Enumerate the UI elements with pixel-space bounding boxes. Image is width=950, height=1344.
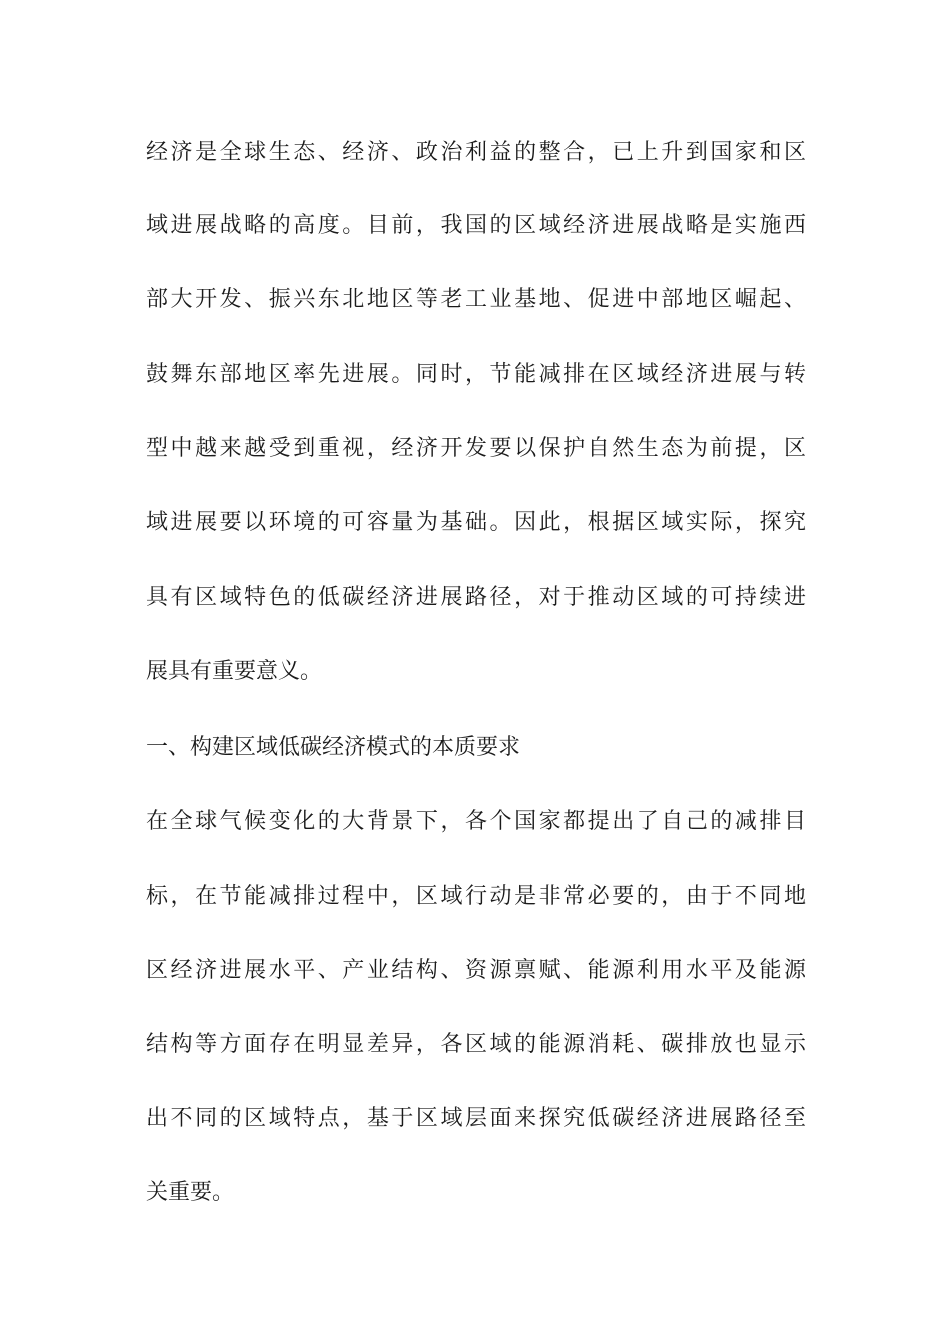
paragraph-1-line-6: 域进展要以环境的可容量为基础。因此，根据区域实际，探究	[146, 510, 806, 535]
paragraph-2-line-1: 在全球气候变化的大背景下，各个国家都提出了自己的减排目	[146, 809, 806, 834]
paragraph-1-line-1: 经济是全球生态、经济、政治利益的整合，已上升到国家和区	[146, 140, 806, 165]
section-heading: 一、构建区域低碳经济模式的本质要求	[146, 735, 521, 760]
paragraph-2-line-4: 结构等方面存在明显差异，各区域的能源消耗、碳排放也显示	[146, 1032, 806, 1057]
paragraph-2-line-2: 标，在节能减排过程中，区域行动是非常必要的，由于不同地	[146, 884, 806, 909]
paragraph-2-line-5: 出不同的区域特点，基于区域层面来探究低碳经济进展路径至	[146, 1106, 806, 1131]
paragraph-1-line-4: 鼓舞东部地区率先进展。同时，节能减排在区域经济进展与转	[146, 362, 806, 387]
paragraph-1-line-2: 域进展战略的高度。目前，我国的区域经济进展战略是实施西	[146, 213, 806, 238]
paragraph-1-line-3: 部大开发、振兴东北地区等老工业基地、促进中部地区崛起、	[146, 287, 806, 312]
paragraph-1-line-5: 型中越来越受到重视，经济开发要以保护自然生态为前提，区	[146, 436, 806, 461]
paragraph-1-line-7: 具有区域特色的低碳经济进展路径，对于推动区域的可持续进	[146, 585, 806, 610]
paragraph-1-line-8: 展具有重要意义。	[146, 659, 323, 684]
paragraph-2-line-3: 区经济进展水平、产业结构、资源禀赋、能源利用水平及能源	[146, 958, 806, 983]
paragraph-2-line-6: 关重要。	[146, 1180, 235, 1205]
